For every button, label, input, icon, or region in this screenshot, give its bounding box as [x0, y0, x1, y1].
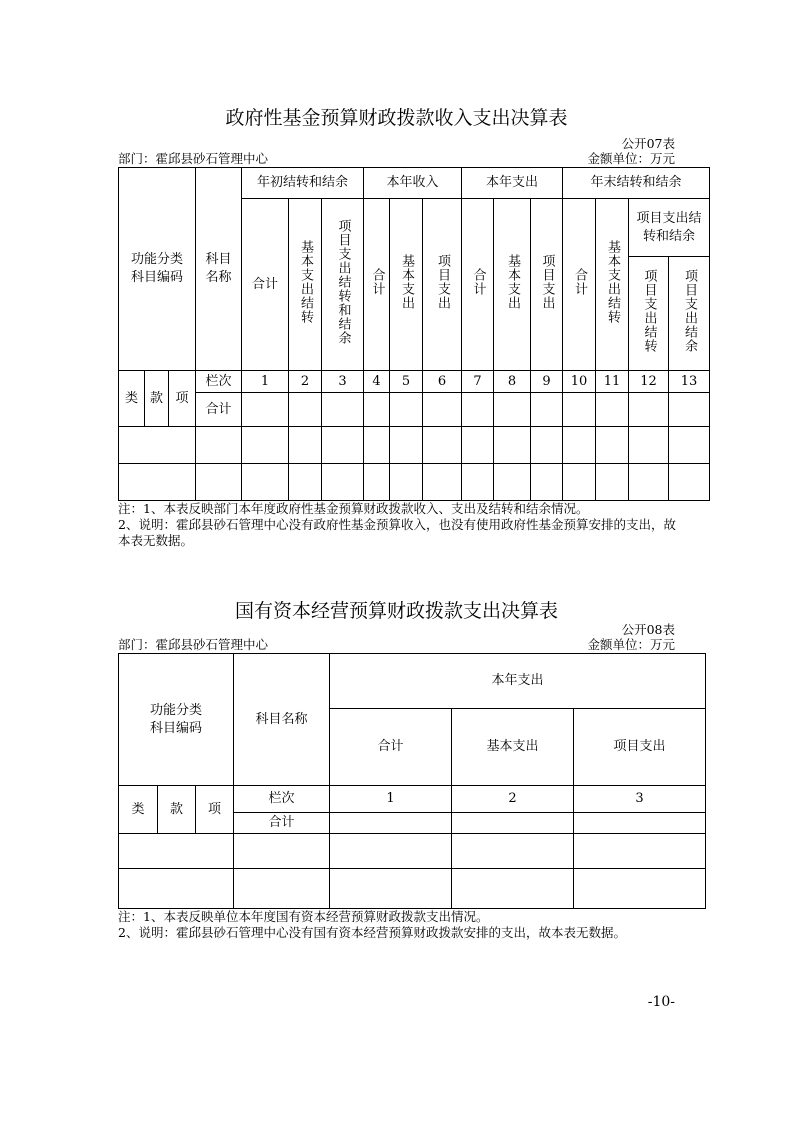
col-project: 项目支出 — [574, 709, 706, 786]
col-number: 1 — [330, 786, 452, 813]
label-xiang: 项 — [169, 371, 196, 427]
col-number: 10 — [563, 371, 596, 393]
label-lanci: 栏次 — [234, 786, 330, 813]
col-project: 项目支出 — [531, 199, 563, 371]
table2-unit: 金额单位：万元 — [587, 637, 675, 652]
col-total: 合计 — [563, 199, 596, 371]
label-kuan: 款 — [145, 371, 169, 427]
label-lanci: 栏次 — [196, 371, 242, 393]
col-basic: 基本支出 — [390, 199, 423, 371]
col-total: 合计 — [364, 199, 390, 371]
label-lei: 类 — [119, 786, 158, 834]
label-total: 合计 — [234, 813, 330, 834]
col-number: 9 — [531, 371, 563, 393]
col-basic-carry: 基本支出结转 — [289, 199, 322, 371]
label-xiang: 项 — [196, 786, 234, 834]
page-number: -10- — [647, 994, 675, 1010]
col-number: 13 — [669, 371, 710, 393]
col-number: 1 — [242, 371, 289, 393]
table1-number: 公开07表 — [621, 136, 675, 151]
col-basic-carry: 基本支出结转 — [596, 199, 629, 371]
header-function-code: 功能分类科目编码 — [119, 654, 234, 786]
table2-title: 国有资本经营预算财政拨款支出决算表 — [234, 600, 558, 622]
table-row — [119, 834, 706, 869]
table1-department: 部门：霍邱县砂石管理中心 — [118, 151, 269, 166]
col-total: 合计 — [330, 709, 452, 786]
table1 — [118, 167, 710, 501]
col-total: 合计 — [242, 199, 289, 371]
label-kuan: 款 — [158, 786, 196, 834]
col-number: 12 — [629, 371, 669, 393]
header-closing-balance: 年末结转和结余 — [563, 168, 710, 199]
table-row — [119, 464, 710, 501]
col-number: 3 — [322, 371, 364, 393]
note-1: 注：1、本表反映部门本年度政府性基金预算财政拨款收入、支出及结转和结余情况。 — [118, 501, 589, 516]
header-income: 本年收入 — [364, 168, 462, 199]
table2-number: 公开08表 — [621, 622, 675, 637]
table1-title: 政府性基金预算财政拨款收入支出决算表 — [225, 107, 568, 129]
table2-department: 部门：霍邱县砂石管理中心 — [118, 637, 269, 652]
table-row — [119, 869, 706, 909]
label-lei: 类 — [119, 371, 145, 427]
header-function-code: 功能分类科目编码 — [119, 168, 196, 371]
col-project-group: 项目支出结转和结余 — [629, 199, 710, 257]
header-expenditure: 本年支出 — [462, 168, 563, 199]
header-expenditure: 本年支出 — [330, 654, 706, 709]
col-number: 8 — [494, 371, 531, 393]
table-row — [119, 427, 710, 464]
col-project-balance: 项目支出结余 — [669, 257, 710, 371]
table2 — [118, 653, 706, 909]
col-number: 5 — [390, 371, 423, 393]
note-1: 注：1、本表反映单位本年度国有资本经营预算财政拨款支出情况。 — [118, 909, 489, 924]
note-2: 2、说明：霍邱县砂石管理中心没有国有资本经营预算财政拨款安排的支出，故本表无数据。 — [118, 925, 626, 940]
header-subject-name: 科目名称 — [196, 168, 242, 371]
header-opening-balance: 年初结转和结余 — [242, 168, 364, 199]
col-number: 11 — [596, 371, 629, 393]
table1-notes — [118, 501, 688, 549]
note-2: 2、说明：霍邱县砂石管理中心没有政府性基金预算收入，也没有使用政府性基金预算安排的支出，故本表无数据。 — [118, 517, 676, 548]
col-number: 4 — [364, 371, 390, 393]
col-total: 合计 — [462, 199, 494, 371]
col-project-carry: 项目支出结转 — [629, 257, 669, 371]
col-project: 项目支出 — [423, 199, 462, 371]
label-total: 合计 — [196, 393, 242, 427]
col-number: 2 — [289, 371, 322, 393]
table2-notes — [118, 909, 688, 941]
table1-unit: 金额单位：万元 — [587, 151, 675, 166]
col-number: 3 — [574, 786, 706, 813]
col-basic: 基本支出 — [494, 199, 531, 371]
col-number: 6 — [423, 371, 462, 393]
col-basic: 基本支出 — [452, 709, 574, 786]
col-number: 2 — [452, 786, 574, 813]
table-row-total — [119, 393, 710, 427]
col-project-carry-balance: 项目支出结转和结余 — [322, 199, 364, 371]
header-subject-name: 科目名称 — [234, 654, 330, 786]
col-number: 7 — [462, 371, 494, 393]
